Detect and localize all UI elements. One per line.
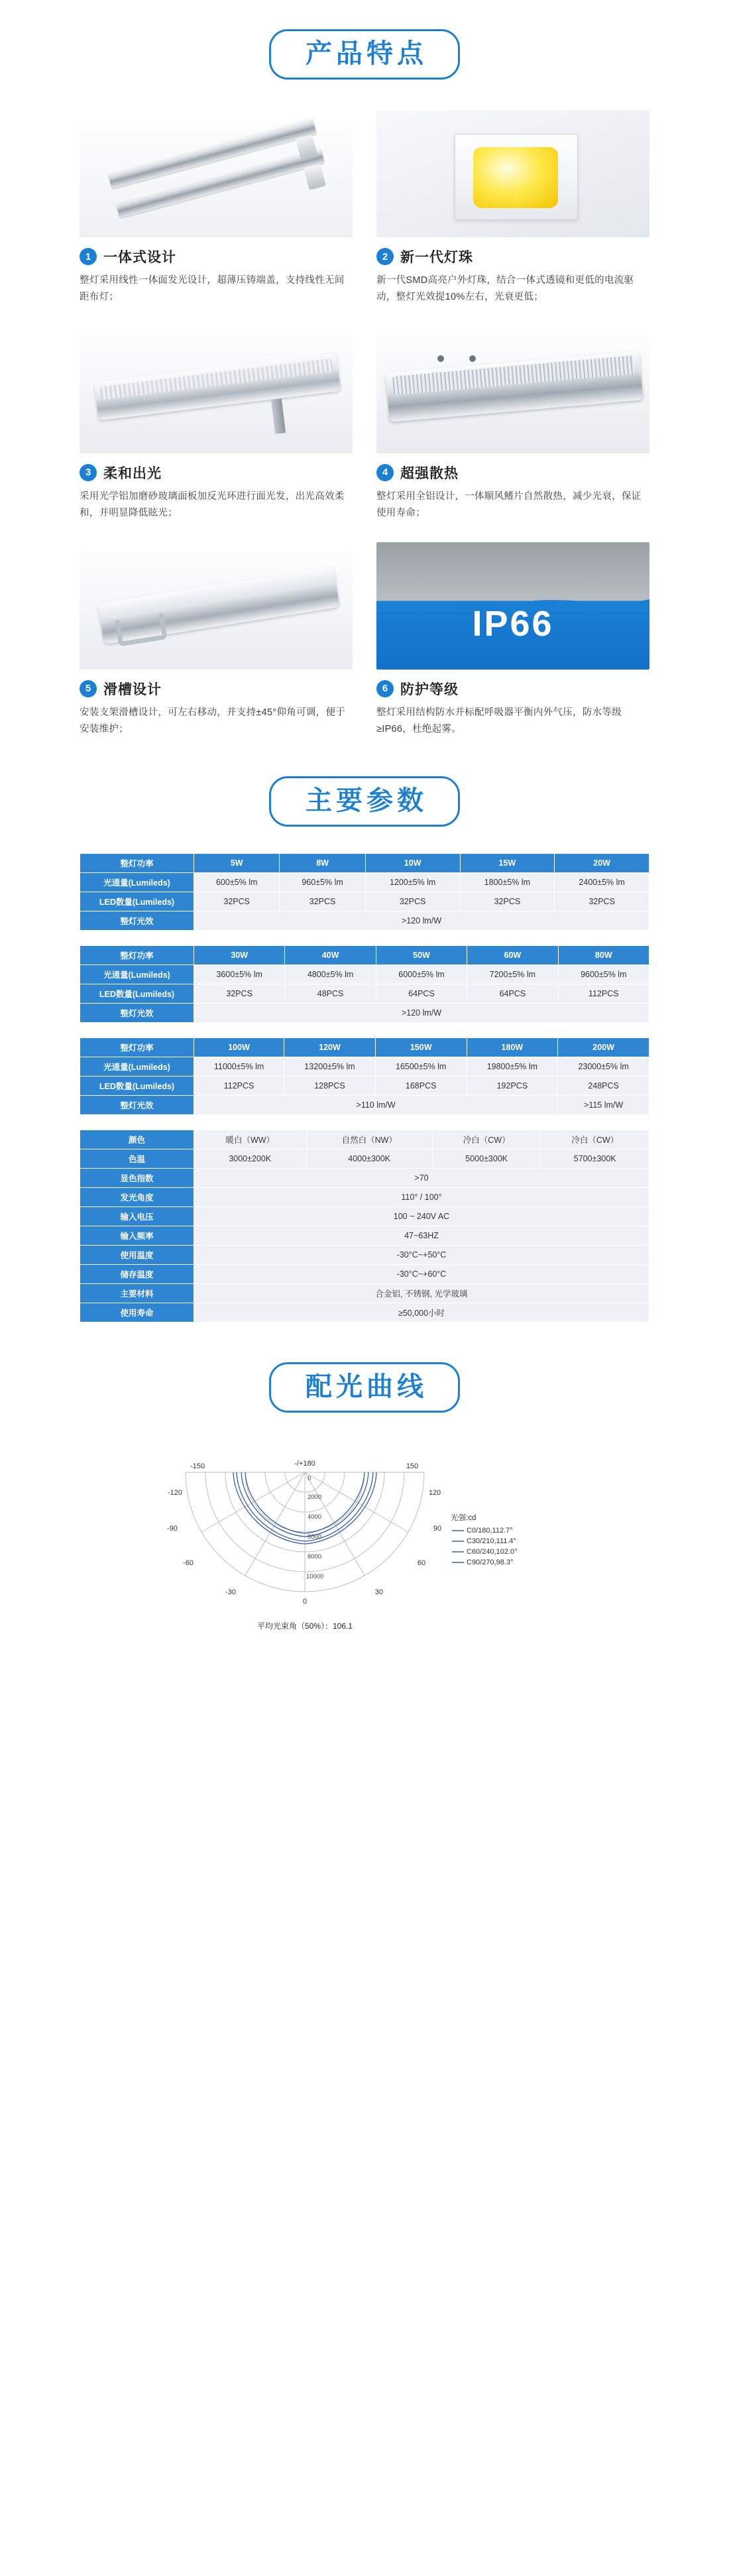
row-label: 色温: [80, 1149, 194, 1169]
table-cell: 110° / 100°: [194, 1188, 649, 1207]
angle-tick--120: -120: [167, 1489, 183, 1497]
table-cell: -30°C~+60°C: [194, 1265, 649, 1284]
feature-title: 滑槽设计: [103, 681, 162, 697]
row-label: 整灯光效: [80, 1096, 194, 1115]
table-cell: 168PCS: [375, 1077, 467, 1096]
legend-item-c90: C90/270,98.3°: [467, 1558, 514, 1567]
feature-card-1: [80, 110, 353, 306]
angle-tick-30: 30: [374, 1588, 384, 1597]
radial-tick-4000: 4000: [308, 1513, 322, 1521]
radial-tick-0: 0: [308, 1475, 311, 1483]
row-label: LED数量(Lumileds): [80, 1077, 194, 1096]
ip66-label: IP66: [472, 603, 554, 644]
row-label: LED数量(Lumileds): [80, 892, 194, 911]
sliding-bracket-image: [80, 542, 353, 670]
table-cell: 7200±5% lm: [467, 965, 558, 984]
smd-led-chip-image: [376, 110, 649, 237]
radial-tick-2000: 2000: [308, 1493, 322, 1501]
table-cell: -30°C~+50°C: [194, 1246, 649, 1265]
table-row: [80, 1226, 649, 1246]
angle-tick--90: -90: [167, 1525, 178, 1533]
table-cell: 192PCS: [467, 1077, 558, 1096]
power-table-2: [80, 945, 649, 1023]
feature-6-header: [376, 679, 649, 699]
legend-unit-label: 光强:cd: [451, 1514, 477, 1523]
table-cell: 112PCS: [194, 1077, 284, 1096]
feature-card-5: [80, 542, 353, 738]
feature-card-2: [376, 110, 649, 306]
table-row: [80, 1303, 649, 1322]
table-cell: 1800±5% lm: [460, 873, 555, 892]
table-cell: 600±5% lm: [194, 873, 280, 892]
feature-4-header: [376, 463, 649, 483]
table-cell: 4000±300K: [306, 1149, 432, 1169]
feature-number-badge: 3: [80, 464, 97, 481]
polar-light-distribution-chart: [80, 1433, 649, 1658]
table-cell: 150W: [375, 1038, 467, 1057]
row-label: 发光角度: [80, 1188, 194, 1207]
row-label: 光通量(Lumileds): [80, 965, 194, 984]
table-cell: 120W: [284, 1038, 376, 1057]
feature-description: 整灯采用结构防水并标配呼吸器平衡内外气压，防水等级≥IP66，杜绝起雾。: [376, 707, 622, 734]
chart-legend: [451, 1513, 518, 1566]
feature-1-header: [80, 247, 353, 266]
table-row: [80, 1077, 649, 1096]
chart-caption: 平均光束角（50%）：106.1: [256, 1621, 353, 1631]
table-cell: 32PCS: [460, 892, 555, 911]
table-row: [80, 1057, 649, 1077]
table-cell: 180W: [467, 1038, 558, 1057]
feature-number-badge: 4: [376, 464, 394, 481]
table-cell: 32PCS: [194, 892, 280, 911]
row-label: 整灯功率: [80, 1038, 194, 1057]
feature-card-3: [80, 326, 353, 522]
feature-title: 一体式设计: [103, 250, 176, 265]
feature-card-6: [376, 542, 649, 738]
table-row: [80, 1284, 649, 1303]
table-row: [80, 1038, 649, 1057]
table-cell: 3600±5% lm: [194, 965, 285, 984]
angle-tick-150: 150: [406, 1462, 419, 1471]
row-label: 光通量(Lumileds): [80, 1057, 194, 1077]
row-label: 输入电压: [80, 1207, 194, 1226]
table-cell: 5700±300K: [541, 1149, 649, 1169]
table-cell: 20W: [555, 854, 649, 873]
page-title-features: 产品特点: [269, 29, 460, 80]
table-cell: 48PCS: [285, 984, 376, 1004]
axis-label-top: -/+180: [294, 1460, 315, 1468]
angle-tick-0: 0: [302, 1598, 308, 1606]
feature-title: 超强散热: [400, 465, 459, 481]
product-detail-page: [0, 29, 729, 1684]
feature-card-4: [376, 326, 649, 522]
table-cell: 60W: [467, 946, 558, 965]
table-row: [80, 1169, 649, 1188]
row-label: 显色指数: [80, 1169, 194, 1188]
table-cell: 100 ~ 240V AC: [194, 1207, 649, 1226]
feature-2-header: [376, 247, 649, 266]
spec-tables: [80, 853, 649, 1322]
table-cell: >70: [194, 1169, 649, 1188]
table-cell: >110 lm/W: [194, 1096, 558, 1115]
table-cell: 32PCS: [365, 892, 460, 911]
table-cell: 10W: [365, 854, 460, 873]
table-cell: 4800±5% lm: [285, 965, 376, 984]
table-row: [80, 873, 649, 892]
legend-item-c0: C0/180,112.7°: [467, 1527, 513, 1535]
polar-chart-svg: [126, 1433, 603, 1658]
table-cell: 暖白（WW）: [194, 1130, 307, 1149]
feature-number-badge: 6: [376, 680, 394, 697]
table-cell: 8W: [280, 854, 365, 873]
params-section-header: [0, 776, 729, 827]
row-label: 整灯光效: [80, 911, 194, 931]
angle-tick--150: -150: [190, 1462, 205, 1471]
table-cell: 19800±5% lm: [467, 1057, 558, 1077]
angle-tick-120: 120: [428, 1489, 441, 1497]
table-cell: 200W: [558, 1038, 649, 1057]
table-cell: 32PCS: [194, 984, 285, 1004]
table-cell: 合金铝, 不锈钢, 光学玻璃: [194, 1284, 649, 1303]
table-cell: >120 lm/W: [194, 1004, 649, 1023]
table-cell: 冷白（CW）: [432, 1130, 541, 1149]
table-cell: 128PCS: [284, 1077, 376, 1096]
table-row: [80, 1246, 649, 1265]
row-label: 使用温度: [80, 1246, 194, 1265]
table-cell: 5W: [194, 854, 280, 873]
row-label: 整灯光效: [80, 1004, 194, 1023]
linear-light-bars-image: [80, 110, 353, 237]
table-row: [80, 911, 649, 931]
feature-title: 柔和出光: [103, 465, 162, 481]
table-row: [80, 1149, 649, 1169]
angle-tick-60: 60: [417, 1559, 426, 1568]
row-label: 整灯功率: [80, 946, 194, 965]
curve-section-header: [0, 1362, 729, 1413]
table-cell: 112PCS: [558, 984, 649, 1004]
feature-number-badge: 1: [80, 248, 97, 265]
row-label: 颜色: [80, 1130, 194, 1149]
table-cell: 11000±5% lm: [194, 1057, 284, 1077]
feature-description: 安装支架滑槽设计，可左右移动，并支持±45°仰角可调，便于安装维护；: [80, 707, 346, 734]
feature-5-header: [80, 679, 353, 699]
table-cell: 6000±5% lm: [376, 965, 467, 984]
table-cell: 5000±300K: [432, 1149, 541, 1169]
table-cell: 15W: [460, 854, 555, 873]
table-row: [80, 1096, 649, 1115]
table-cell: 30W: [194, 946, 285, 965]
table-cell: 3000±200K: [194, 1149, 307, 1169]
table-cell: 960±5% lm: [280, 873, 365, 892]
row-label: 输入频率: [80, 1226, 194, 1246]
power-table-3: [80, 1037, 649, 1115]
table-row: [80, 1004, 649, 1023]
feature-number-badge: 2: [376, 248, 394, 265]
power-table-1: [80, 853, 649, 931]
row-label: 光通量(Lumileds): [80, 873, 194, 892]
page-title-params: 主要参数: [269, 776, 460, 827]
feature-3-header: [80, 463, 353, 483]
legend-item-c60: C60/240,102.0°: [467, 1548, 518, 1556]
row-label: 使用寿命: [80, 1303, 194, 1322]
page-title-curve: 配光曲线: [269, 1362, 460, 1413]
table-cell: 47~63HZ: [194, 1226, 649, 1246]
angle-tick-90: 90: [433, 1525, 442, 1533]
table-cell: >120 lm/W: [194, 911, 649, 931]
table-cell: 32PCS: [555, 892, 649, 911]
table-cell: 100W: [194, 1038, 284, 1057]
table-row: [80, 1265, 649, 1284]
table-cell: 50W: [376, 946, 467, 965]
table-cell: 64PCS: [467, 984, 558, 1004]
table-cell: 16500±5% lm: [375, 1057, 467, 1077]
legend-item-c30: C30/210,111.4°: [467, 1537, 516, 1546]
feature-description: 采用光学铝加磨砂玻璃面板加反光环进行面光发，出光高效柔和，并明显降低眩光；: [80, 491, 345, 519]
table-row: [80, 854, 649, 873]
table-cell: 冷白（CW）: [541, 1130, 649, 1149]
feature-description: 新一代SMD高亮户外灯珠，结合一体式透镜和更低的电流驱动，整灯光效提10%左右，光衰更低；: [376, 275, 634, 303]
angle-tick--60: -60: [183, 1559, 194, 1568]
angle-tick--30: -30: [225, 1588, 236, 1597]
soft-light-fixture-image: [80, 326, 353, 453]
table-cell: 40W: [285, 946, 376, 965]
radial-tick-6000: 6000: [308, 1533, 322, 1541]
table-row: [80, 965, 649, 984]
heatsink-fixture-image: [376, 326, 649, 453]
radial-tick-10000: 10000: [306, 1573, 324, 1581]
table-cell: 13200±5% lm: [284, 1057, 376, 1077]
features-section-header: [0, 29, 729, 80]
feature-title: 新一代灯珠: [400, 250, 473, 265]
table-cell: 32PCS: [280, 892, 365, 911]
row-label: 主要材料: [80, 1284, 194, 1303]
ip66-badge-image: [376, 542, 649, 670]
table-cell: 80W: [558, 946, 649, 965]
row-label: LED数量(Lumileds): [80, 984, 194, 1004]
table-cell: 248PCS: [558, 1077, 649, 1096]
table-row: [80, 892, 649, 911]
table-cell: 64PCS: [376, 984, 467, 1004]
table-cell: 2400±5% lm: [555, 873, 649, 892]
table-cell: 23000±5% lm: [558, 1057, 649, 1077]
feature-number-badge: 5: [80, 680, 97, 697]
properties-table: [80, 1130, 649, 1322]
table-cell: 自然白（NW）: [306, 1130, 432, 1149]
table-row: [80, 946, 649, 965]
table-row: [80, 1207, 649, 1226]
table-cell: 9600±5% lm: [558, 965, 649, 984]
feature-description: 整灯采用线性一体面发光设计，超薄压铸端盖，支持线性无间距布灯；: [80, 275, 345, 303]
radial-tick-8000: 8000: [308, 1553, 322, 1561]
row-label: 储存温度: [80, 1265, 194, 1284]
feature-description: 整灯采用全铝设计，一体顺风鳍片自然散热，减少光衰，保证使用寿命；: [376, 491, 642, 519]
features-grid: [80, 110, 649, 738]
table-cell: >115 lm/W: [558, 1096, 649, 1115]
table-row: [80, 1130, 649, 1149]
table-cell: ≥50,000小时: [194, 1303, 649, 1322]
table-row: [80, 1188, 649, 1207]
row-label: 整灯功率: [80, 854, 194, 873]
feature-title: 防护等级: [400, 681, 459, 697]
table-row: [80, 984, 649, 1004]
table-cell: 1200±5% lm: [365, 873, 460, 892]
